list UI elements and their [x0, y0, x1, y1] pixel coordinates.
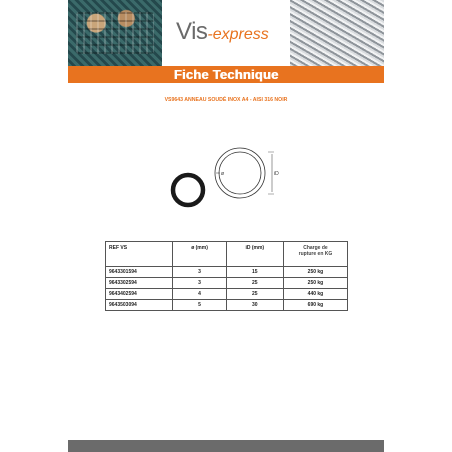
title-bar	[68, 66, 384, 83]
technical-sheet	[68, 0, 384, 452]
inner-diameter-label: iD	[274, 171, 279, 177]
footer-bar	[68, 440, 384, 452]
cell-ref: 9643301594	[106, 267, 173, 278]
cell-inner-diameter: 25	[226, 289, 283, 300]
tool-tray	[76, 12, 154, 54]
table-row	[106, 300, 348, 311]
vis-express-logo	[176, 18, 269, 46]
cell-thickness: 5	[173, 300, 226, 311]
cell-inner-diameter: 15	[226, 267, 283, 278]
table-row	[106, 289, 348, 300]
banner-title: Fiche Technique	[173, 67, 279, 82]
cell-ref: 9643302594	[106, 278, 173, 289]
logo-main-text: Vis	[176, 18, 208, 45]
thickness-label: ø	[221, 171, 225, 177]
cell-thickness: 3	[173, 278, 226, 289]
table-row	[106, 267, 348, 278]
header-thickness: ø (mm)	[173, 242, 226, 267]
cell-load: 690 kg	[283, 300, 347, 311]
cell-ref: 9643503094	[106, 300, 173, 311]
screws-photo	[290, 0, 384, 66]
header-inner-diameter: iD (mm)	[226, 242, 283, 267]
table-row	[106, 278, 348, 289]
cell-thickness: 3	[173, 267, 226, 278]
cell-ref: 9643402594	[106, 289, 173, 300]
black-ring	[173, 175, 203, 205]
header-load-line2: rupture en KG	[298, 251, 333, 257]
header-ref: REF VS	[106, 242, 173, 267]
product-title: VS9643 ANNEAU SOUDÉ INOX A4 - AISI 316 NOIR	[164, 97, 288, 103]
logo-suffix-text: -express	[207, 26, 269, 43]
header-load	[283, 242, 347, 267]
cell-thickness: 4	[173, 289, 226, 300]
specifications-table	[105, 241, 348, 311]
cell-inner-diameter: 25	[226, 278, 283, 289]
ring-diagram	[68, 140, 384, 220]
table-header-row	[106, 242, 348, 267]
cell-load: 440 kg	[283, 289, 347, 300]
logo-area	[162, 0, 290, 66]
cell-load: 250 kg	[283, 278, 347, 289]
tools-photo	[68, 0, 162, 66]
cell-inner-diameter: 30	[226, 300, 283, 311]
header-banner	[68, 0, 384, 66]
header-load-line1: Charge de	[303, 245, 328, 251]
cell-load: 250 kg	[283, 267, 347, 278]
